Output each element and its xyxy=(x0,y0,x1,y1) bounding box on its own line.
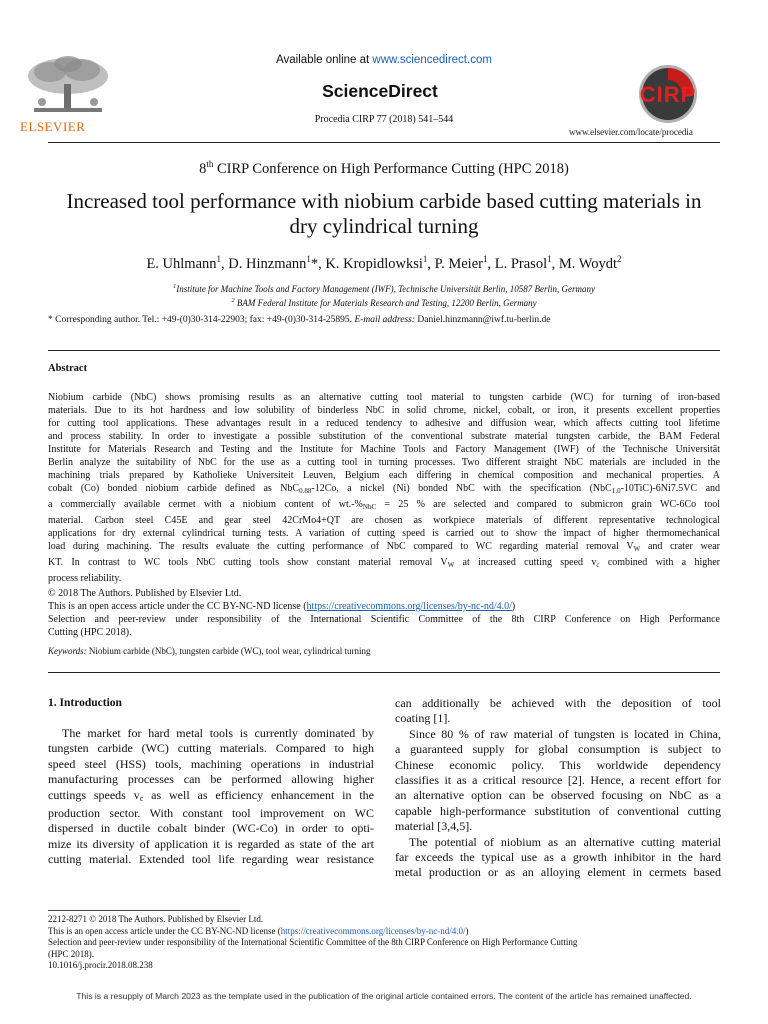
subscript: c xyxy=(596,561,600,569)
abstract-text: at increased cutting speed v xyxy=(454,557,597,568)
sciencedirect-brand: ScienceDirect xyxy=(322,81,438,101)
abstract-text: a commercially available cermet with a niobium content of wt.-% xyxy=(48,499,363,510)
copyright-line: © 2018 The Authors. Published by Elsevier Ltd. xyxy=(48,588,242,599)
available-online: Available online at www.sciencedirect.com xyxy=(276,54,492,66)
copyright-block xyxy=(48,587,720,639)
footer-license-line: This is an open access article under the CC BY-NC-ND license (https://creativecommons.org/licenses/by-nc-nd/4.0/) xyxy=(48,925,469,936)
paragraph-line xyxy=(48,757,374,772)
abstract-line xyxy=(48,482,720,498)
conference-title: 8th CIRP Conference on High Performance Cutting (HPC 2018) xyxy=(199,159,569,177)
author-name: E. Uhlmann xyxy=(146,255,217,272)
body-text: manufacturing processes can be performed allowing higher xyxy=(48,772,374,787)
abstract-divider xyxy=(48,672,720,673)
keywords: Keywords: Niobium carbide (NbC), tungsten carbide (WC), tool wear, cylindrical turning xyxy=(48,646,371,656)
abstract-line xyxy=(48,556,720,572)
paper-title: Increased tool performance with niobium carbide based cutting materials in dry cylindrical turning xyxy=(66,189,702,238)
title-divider xyxy=(48,350,720,351)
corresponding-author: * Corresponding author. Tel.: +49-(0)30-314-22903; fax: +49-(0)30-314-25895. E-mail address: Daniel.hinzmann@iwf.tu-berlin.de xyxy=(48,315,551,325)
subscript: 1.0 xyxy=(611,487,621,495)
abstract-line xyxy=(48,540,720,556)
intro-heading: 1. Introduction xyxy=(48,697,122,709)
paragraph-line xyxy=(395,819,721,834)
paragraph-line xyxy=(395,696,721,711)
body-text: The market for hard metal tools is currently dominated by xyxy=(62,726,374,740)
author-affiliation-mark: 1 xyxy=(306,254,311,264)
paragraph-line xyxy=(395,804,721,819)
review-line-2: Cutting (HPC 2018). xyxy=(48,627,132,638)
paragraph-line xyxy=(395,711,721,726)
paragraph-line xyxy=(48,837,374,852)
subscript: 0.88 xyxy=(299,487,312,495)
subscript: NbC xyxy=(362,503,377,511)
body-text: as well as efficiency enhancement in the xyxy=(143,787,374,802)
cirp-logo xyxy=(630,63,706,125)
body-text: Chinese economic policy. This worldwide dependency xyxy=(395,757,721,772)
abstract-line xyxy=(48,498,720,514)
intro-right-column xyxy=(395,696,721,881)
author-separator: , xyxy=(427,255,435,272)
subscript: W xyxy=(447,561,455,569)
paragraph-line xyxy=(395,835,721,850)
abstract-line: machining trials prepared by Katholieke Universiteit Leuven, Belgium each differing in chemical composition and mechanical properties. A xyxy=(48,470,720,481)
abstract-line: applications for dry external cylindrical turning tests. A variation of cutting speed is carried out to show the impact of higher thermomechanical xyxy=(48,528,720,539)
author-list xyxy=(0,254,768,273)
license-line: This is an open access article under the CC BY-NC-ND license (https://creativecommons.org/licenses/by-nc-nd/4.0/) xyxy=(48,601,516,612)
abstract-text: combined with a higher xyxy=(599,557,720,568)
author-name: M. Woydt xyxy=(558,255,618,272)
body-text: an alternative option can be observed focusing on NbC as a xyxy=(395,788,721,803)
abstract-body xyxy=(48,391,720,585)
license-link[interactable]: https://creativecommons.org/licenses/by-nc-nd/4.0/ xyxy=(306,601,512,612)
cirp-logo-text: CIRP xyxy=(639,82,697,107)
body-text: cuttings speeds v xyxy=(48,787,140,802)
footer-license-link[interactable]: https://creativecommons.org/licenses/by-nc-nd/4.0/ xyxy=(280,925,466,936)
body-text: tungsten carbide (WC) cutting materials. Compared to high xyxy=(48,741,374,756)
body-text: far exceeds the typical use as a growth inhibitor in the hard xyxy=(395,850,721,865)
affiliations xyxy=(0,281,768,309)
sciencedirect-link[interactable]: www.sciencedirect.com xyxy=(372,54,492,66)
resupply-note: This is a resupply of March 2023 as the template used in the publication of the original article contained errors. The content of the article has remained unaffected. xyxy=(76,991,692,1001)
author-separator: , xyxy=(551,255,559,272)
journal-homepage-url[interactable]: www.elsevier.com/locate/procedia xyxy=(569,127,693,137)
author-name: P. Meier xyxy=(434,255,483,272)
paragraph-line xyxy=(48,806,374,821)
body-text: metal production or as an alloying element in cermets based xyxy=(395,865,721,880)
affiliation-1: $^1$Institute for Machine Tools and Factory Management (IWF), Technische Universität Berlin, 10587 Berlin, Germany xyxy=(172,283,596,294)
author-affiliation-mark: 1 xyxy=(482,254,488,264)
paragraph-line xyxy=(395,788,721,803)
abstract-line: Berlin analyze the suitability of NbC for the use as a cutting tool in turning processes. Two different straight NbC materials are included in the xyxy=(48,457,720,468)
paragraph-line xyxy=(48,726,374,741)
body-text: production sector. With constant tool improvement on WC xyxy=(48,806,374,821)
body-text: classifies it as a critical resource [2]. Hence, a recent effort for xyxy=(395,773,721,788)
author-affiliation-mark: 1 xyxy=(547,254,552,264)
footer-review-line-2: (HPC 2018). xyxy=(48,948,95,959)
abstract-heading: Abstract xyxy=(48,363,88,374)
paragraph-line xyxy=(395,727,721,742)
paragraph-line xyxy=(48,772,374,787)
abstract-text: = 25 % are selected and compared to submicron grain WC-6Co tool xyxy=(376,499,720,510)
doi-line[interactable]: 10.1016/j.procir.2018.08.238 xyxy=(48,960,153,970)
subscript: W xyxy=(633,545,641,553)
paragraph-line xyxy=(48,852,374,867)
abstract-line: process reliability. xyxy=(48,573,122,584)
footer-block xyxy=(48,914,577,972)
paragraph-line xyxy=(395,850,721,865)
paragraph-line xyxy=(395,742,721,757)
footer-review-line: Selection and peer-review under responsibility of the International Scientific Committee of the 8th CIRP Conference on High Performance Cutting xyxy=(48,937,578,947)
abstract-text: KT. In contrast to WC tools NbC cutting tools show constant material removal V xyxy=(48,557,448,568)
intro-left-column xyxy=(48,726,374,868)
abstract-text: -10TiC)-6Ni7.5VC and xyxy=(620,483,721,494)
issn-line: 2212-8271 © 2018 The Authors. Published by Elsevier Ltd. xyxy=(48,914,264,924)
body-text: Since 80 % of raw material of tungsten is located in China, xyxy=(409,726,721,741)
abstract-text: and crater wear xyxy=(640,541,720,552)
author-affiliation-mark: 1 xyxy=(422,254,428,264)
body-text: coating [1]. xyxy=(395,711,451,726)
author-separator: , xyxy=(221,255,229,272)
abstract-text: load during machining. The results evaluate the cutting performance of NbC compared to WC regarding material removal V xyxy=(48,541,634,552)
body-text: mize its diversity of application it is regarded as state of the art xyxy=(48,836,374,851)
subscript: c xyxy=(139,793,144,803)
abstract-line: for cutting tool applications. These advantages result in a reduced tendency to adhesive and diffusion wear, which affects cutting tool lifetime xyxy=(48,418,720,429)
paragraph-line xyxy=(395,865,721,880)
email-link[interactable]: Daniel.hinzmann@iwf.tu-berlin.de xyxy=(415,315,551,325)
footer-divider xyxy=(48,910,240,911)
corresponding-mark: * xyxy=(310,255,319,272)
abstract-line: materials. Due to its hot hardness and low solubility of binderless NbC in solid chrome, nickel, cobalt, or iron, it presents excellent properties xyxy=(48,405,720,416)
elsevier-wordmark: ELSEVIER xyxy=(20,119,86,134)
body-text: a guaranteed supply for global consumption is subject to xyxy=(395,742,721,757)
paragraph-line xyxy=(48,821,374,836)
paragraph-line xyxy=(395,758,721,773)
body-text: dispersed in ductile cobalt binder (WC-Co) in order to opti- xyxy=(48,821,374,836)
author-name: L. Prasol xyxy=(494,255,548,272)
body-text: speed steel (HSS) tools, machining operations in industrial xyxy=(48,756,374,771)
abstract-line: Niobium carbide (NbC) shows promising results as an alternative cutting tool material to tungsten carbide (WC) for turning of iron-based xyxy=(48,392,720,403)
affiliation-2: $^2$ BAM Federal Institute for Materials Research and Testing, 12200 Berlin, Germany xyxy=(231,297,537,308)
abstract-line: material. Carbon steel C45E and gear steel 42CrMo4+QT are chosen as workpiece materials of different representative technological xyxy=(48,515,720,526)
author-affiliation-mark: 1 xyxy=(216,254,222,264)
body-text: The potential of niobium as an alternative cutting material xyxy=(409,834,721,849)
paragraph-line xyxy=(395,773,721,788)
abstract-line: Institute for Materials Research and Testing and the Institute for Machine Tools and Factory Management (IWF) of the Technische Universität xyxy=(48,444,720,455)
body-text: capable high-performance substitution of conventional cutting xyxy=(395,803,721,818)
paragraph-line xyxy=(48,788,374,806)
body-text: can additionally be achieved with the deposition of tool xyxy=(395,696,721,710)
abstract-text: cobalt (Co) bonded niobium carbide defined as NbC xyxy=(48,483,300,494)
author-affiliation-mark: 2 xyxy=(617,254,622,264)
author-name: D. Hinzmann xyxy=(228,255,307,272)
journal-citation: Procedia CIRP 77 (2018) 541–544 xyxy=(314,114,454,125)
author-name: K. Kropidlowksi xyxy=(325,255,423,272)
paragraph-line xyxy=(48,741,374,756)
abstract-text: -12Co, a nickel (Ni) bonded NbC with the specification (NbC xyxy=(311,483,612,494)
body-text: material [3,4,5]. xyxy=(395,819,473,834)
header-divider xyxy=(48,142,720,143)
abstract-line: and process stability. In order to investigate a possible substitution of the conventional substrate material tungsten carbide, the BAM Federal xyxy=(48,431,720,442)
body-text: cutting material. Extended tool life regarding wear resistance xyxy=(48,852,374,867)
author-separator: , xyxy=(487,255,495,272)
review-line: Selection and peer-review under responsibility of the International Scientific Committee of the 8th CIRP Conference on High Performance xyxy=(48,614,720,625)
author-separator: , xyxy=(318,255,326,272)
